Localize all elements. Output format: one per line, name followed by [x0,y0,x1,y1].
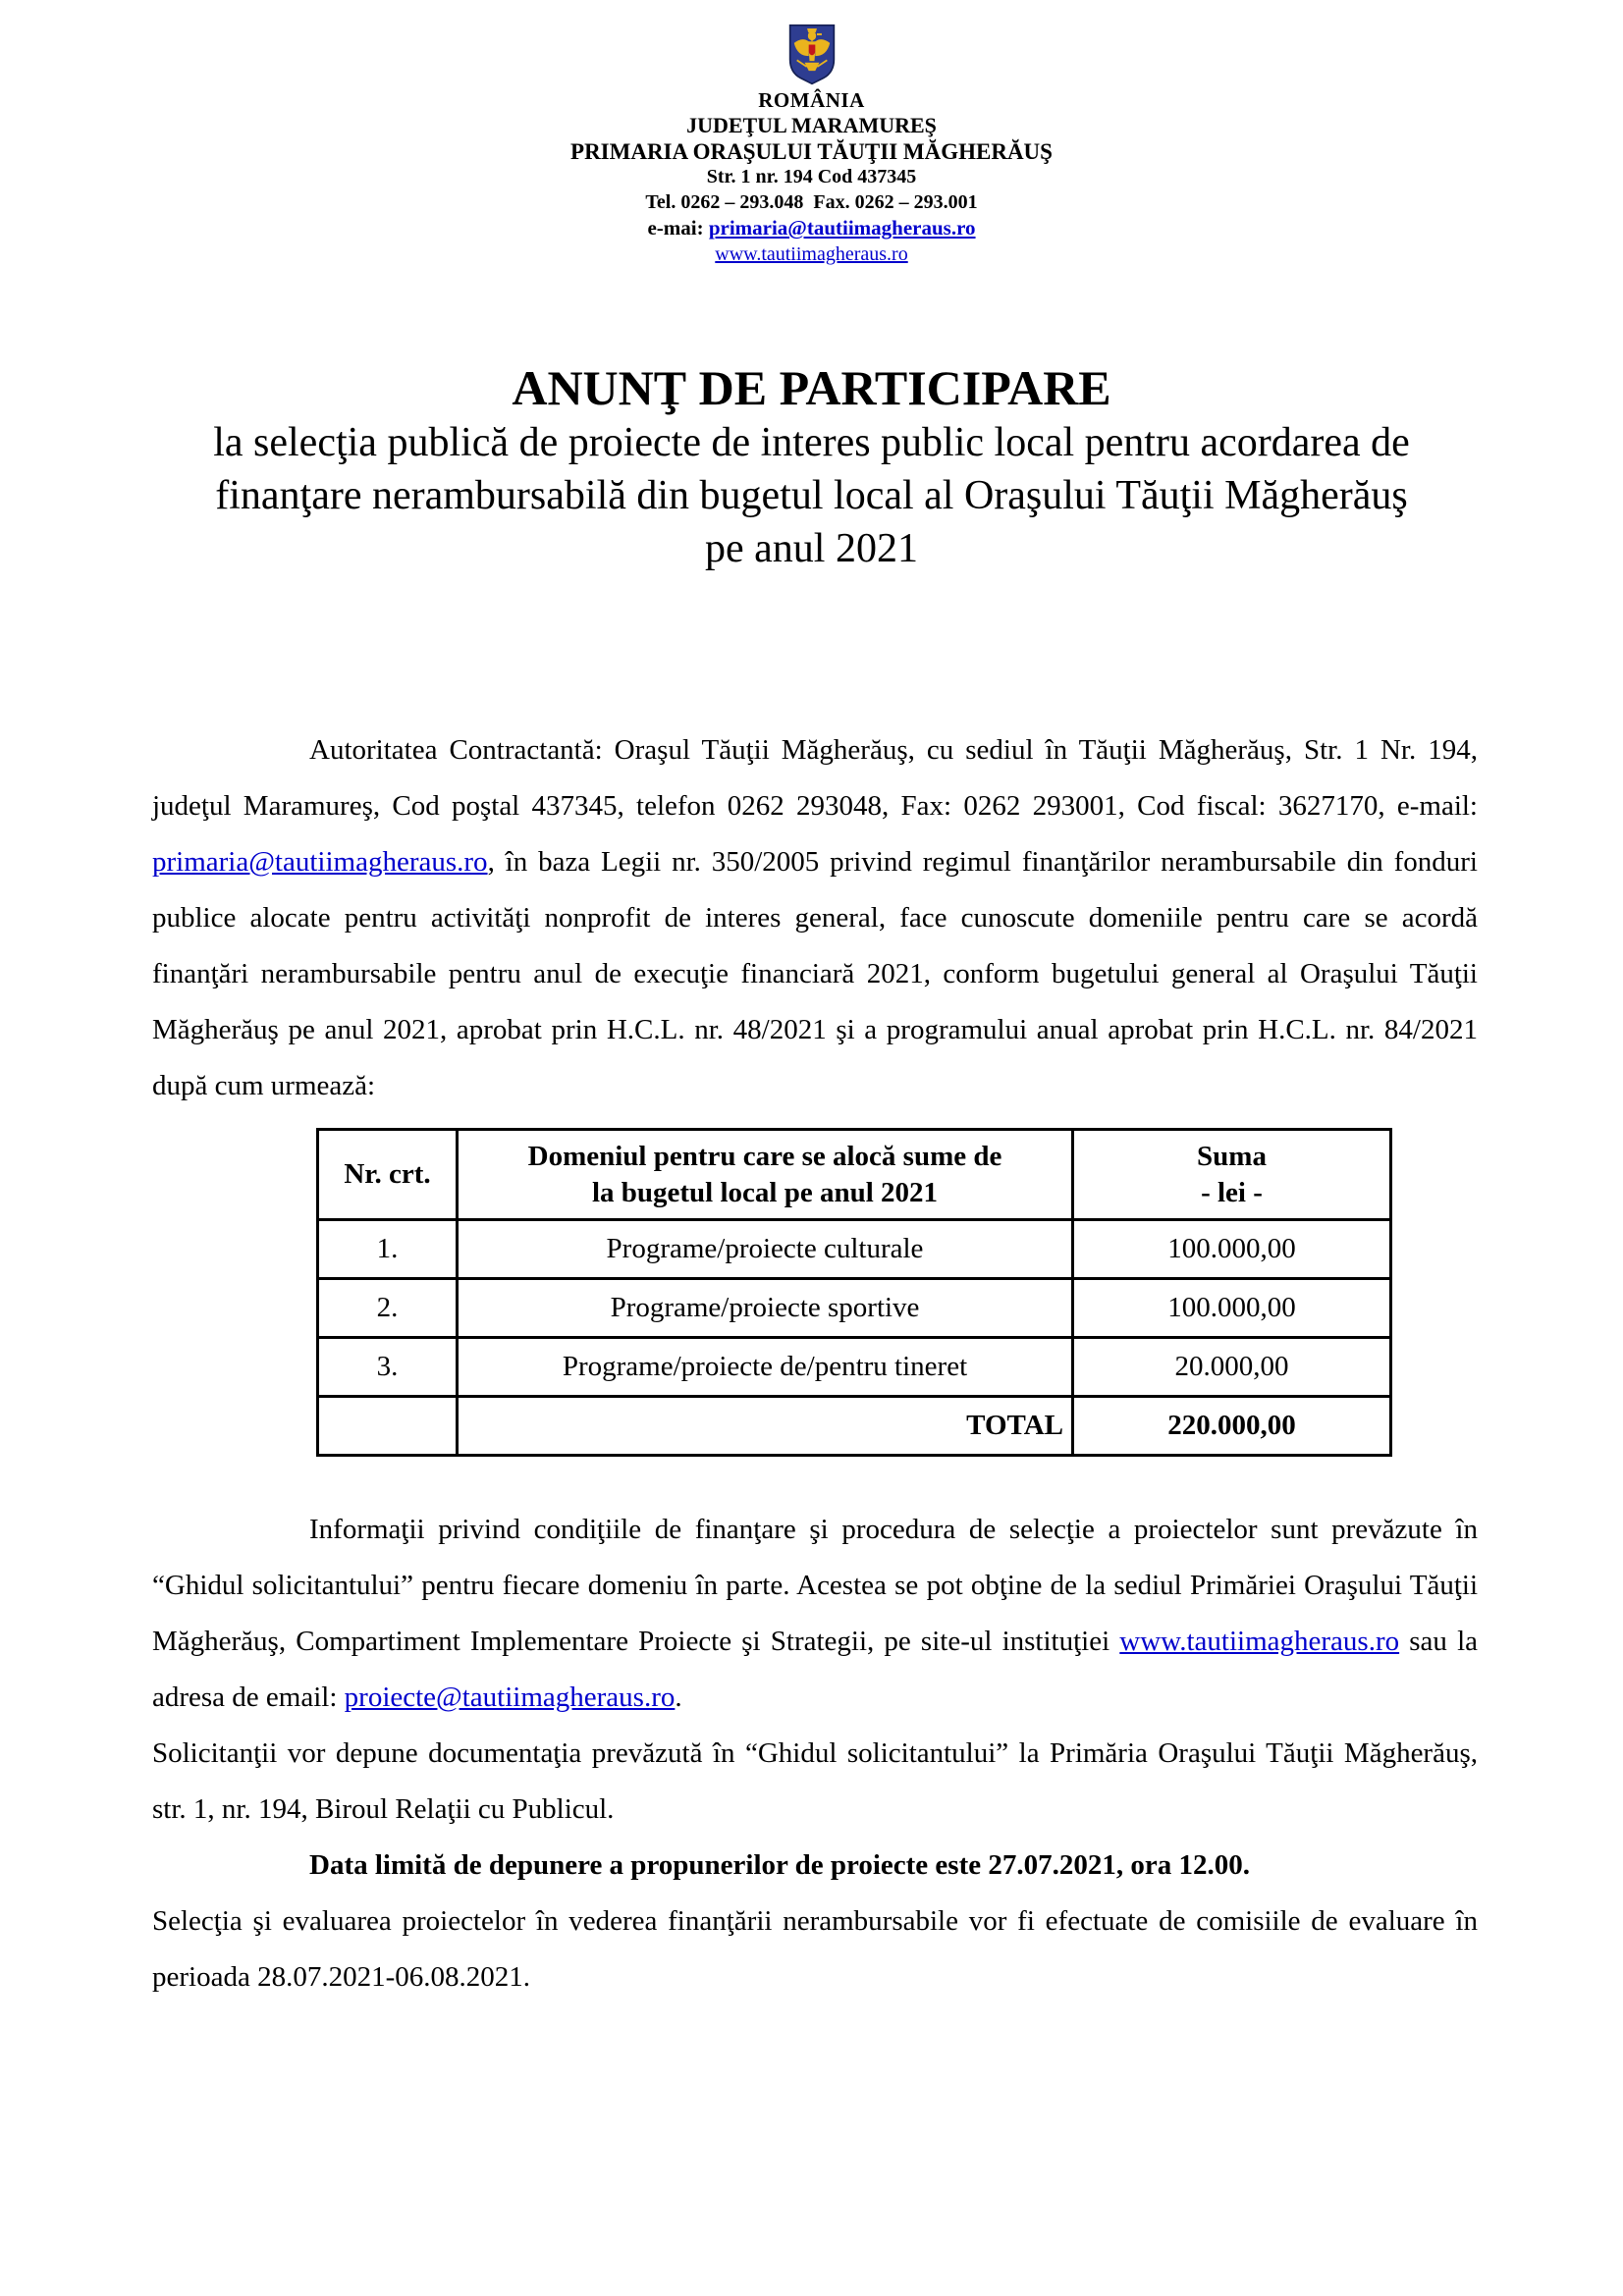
intro-text-after: , în baza Legii nr. 350/2005 privind regimul finanţărilor nerambursabile din fonduri publice alocate pentru activităţi nonprofit de interes general, face cunoscute domeniile pentru care se acordă finanţări nerambursabile pentru anul de execuţie financiară 2021, conform bugetului general al Oraşului Tăuţii Măgherăuş pe anul 2021, aprobat prin H.C.L. nr. 48/2021 şi a programului anual aprobat prin H.C.L. nr. 84/2021 după cum urmează: [152,846,1478,1101]
info-website-link[interactable]: www.tautiimagheraus.ro [1119,1626,1400,1657]
info-projects-email-link[interactable]: proiecte@tautiimagheraus.ro [344,1682,676,1713]
page-title: ANUNŢ DE PARTICIPARE [512,360,1111,415]
cell-empty [318,1397,458,1456]
subtitle-line: finanţare nerambursabilă din bugetul local al Oraşului Tăuţii Măgherăuş [215,473,1408,518]
letterhead-address: Str. 1 nr. 194 Cod 437345 [706,166,917,187]
header-amount-line: - lei - [1201,1176,1263,1208]
letterhead-website-line [0,241,1623,267]
letterhead [0,0,1623,267]
info-text-2: sau la adresa de email: [152,1626,1478,1713]
letterhead-phone-fax: Tel. 0262 – 293.048 Fax. 0262 – 293.001 [645,191,978,213]
cell-domain: Programe/proiecte sportive [458,1279,1073,1338]
cell-domain: Programe/proiecte culturale [458,1220,1073,1279]
letterhead-county: JUDEŢUL MARAMUREŞ [686,113,937,137]
romania-coat-of-arms-icon [787,24,837,85]
intro-email-link[interactable]: primaria@tautiimagheraus.ro [152,846,488,878]
document-body [152,722,1478,2005]
submission-paragraph: Solicitanţii vor depune documentaţia prevăzută în “Ghidul solicitantului” la Primăria Oraşului Tăuţii Măgherăuş, str. 1, nr. 194, Biroul Relaţii cu Publicul. [152,1737,1478,1825]
intro-text-before: Autoritatea Contractantă: Oraşul Tăuţii Măgherăuş, cu sediul în Tăuţii Măgherăuş, Str. 1 Nr. 194, judeţul Maramureş, Cod poştal 437345, telefon 0262 293048, Fax: 0262 293001, Cod fiscal: 3627170, e-mail: [152,734,1478,822]
intro-paragraph [152,722,1478,1114]
page-subtitle [0,416,1623,575]
email-label: e-mai: [647,216,704,240]
cell-amount: 100.000,00 [1073,1279,1391,1338]
header-domain-line: Domeniul pentru care se alocă sume de [527,1140,1002,1172]
letterhead-organization: PRIMARIA ORAŞULUI TĂUŢII MĂGHERĂUŞ [570,139,1053,164]
header-cell-domain [458,1130,1073,1220]
cell-domain: Programe/proiecte de/pentru tineret [458,1338,1073,1397]
header-cell-amount [1073,1130,1391,1220]
header-cell-nr: Nr. crt. [318,1130,458,1220]
info-text-1: Informaţii privind condiţiile de finanţare şi procedura de selecţie a proiectelor sunt prevăzute în “Ghidul solicitantului” pentru fiecare domeniu în parte. Acestea se pot obţine de la sediul Primăriei Oraşului Tăuţii Măgherăuş, Compartiment Implementare Proiecte şi Strategii, pe site-ul instituţiei [152,1514,1478,1657]
letterhead-email-link[interactable]: primaria@tautiimagheraus.ro [708,216,976,240]
letterhead-country: ROMÂNIA [758,88,865,112]
subtitle-line: pe anul 2021 [705,526,918,571]
table-total-row [318,1397,1391,1456]
header-domain-line: la bugetul local pe anul 2021 [591,1176,939,1208]
header-amount-line: Suma [1197,1140,1267,1172]
cell-amount: 100.000,00 [1073,1220,1391,1279]
budget-table-header-row [318,1130,1391,1220]
budget-table [316,1128,1392,1457]
title-block [0,359,1623,575]
cell-nr: 2. [318,1279,458,1338]
total-amount: 220.000,00 [1073,1397,1391,1456]
info-paragraph [152,1502,1478,1726]
deadline-paragraph: Data limită de depunere a propunerilor de proiecte este 27.07.2021, ora 12.00. [309,1849,1250,1881]
table-row [318,1220,1391,1279]
info-text-3: . [675,1682,682,1713]
letterhead-email-line [0,215,1623,241]
table-row [318,1279,1391,1338]
cell-nr: 1. [318,1220,458,1279]
subtitle-line: la selecţia publică de proiecte de interes public local pentru acordarea de [213,420,1410,465]
total-label: TOTAL [458,1397,1073,1456]
letterhead-website-link[interactable]: www.tautiimagheraus.ro [715,243,908,265]
cell-amount: 20.000,00 [1073,1338,1391,1397]
evaluation-paragraph: Selecţia şi evaluarea proiectelor în vederea finanţării nerambursabile vor fi efectuate de comisiile de evaluare în perioada 28.07.2021-06.08.2021. [152,1905,1478,1993]
table-row [318,1338,1391,1397]
cell-nr: 3. [318,1338,458,1397]
